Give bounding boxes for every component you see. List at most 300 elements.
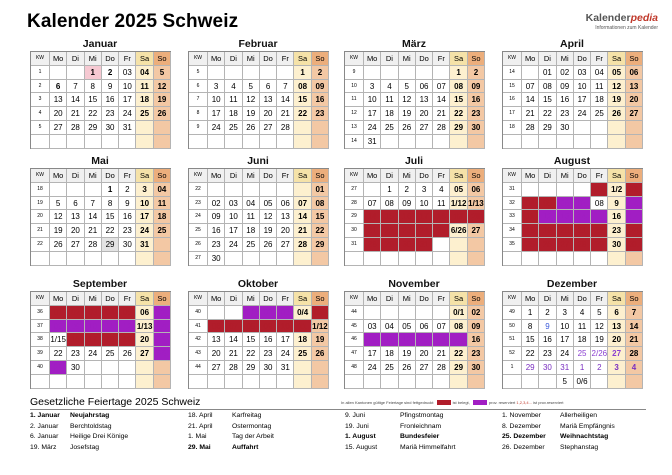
day-cell-sa[interactable]: 18	[294, 333, 311, 347]
day-cell-di[interactable]: 10	[225, 210, 242, 224]
day-cell-so[interactable]: 5	[154, 66, 171, 80]
day-cell-mi[interactable]: 25	[243, 238, 260, 252]
day-cell-fr[interactable]: 07	[433, 80, 450, 94]
day-cell-do[interactable]: 30	[102, 121, 119, 135]
day-cell-di[interactable]: 1	[381, 183, 398, 197]
day-cell-di[interactable]: 23	[539, 347, 556, 361]
day-cell-di[interactable]: 28	[225, 361, 242, 375]
day-cell-do[interactable]: 31	[416, 238, 433, 252]
day-cell-mo[interactable]: 31	[364, 135, 381, 149]
day-cell-mo[interactable]: 08	[50, 320, 67, 334]
day-cell-mo[interactable]: 24	[364, 121, 381, 135]
day-cell-mi[interactable]: 17	[85, 333, 102, 347]
day-cell-so[interactable]: 14	[626, 320, 643, 334]
day-cell-sa[interactable]: 1/15	[450, 333, 467, 347]
day-cell-fr[interactable]: 25	[433, 224, 450, 238]
day-cell-di[interactable]: 05	[539, 197, 556, 211]
day-cell-so[interactable]: 03	[626, 183, 643, 197]
day-cell-do[interactable]: 0/6	[574, 375, 591, 389]
day-cell-mo[interactable]: 30	[208, 252, 225, 266]
day-cell-fr[interactable]: 20	[277, 224, 294, 238]
day-cell-fr[interactable]: 22	[591, 224, 608, 238]
day-cell-sa[interactable]: 21	[294, 224, 311, 238]
day-cell-di[interactable]: 07	[225, 320, 242, 334]
day-cell-fr[interactable]: 05	[119, 306, 136, 320]
day-cell-mi[interactable]: 28	[85, 238, 102, 252]
day-cell-mi[interactable]: 23	[557, 107, 574, 121]
day-cell-fr[interactable]: 15	[591, 210, 608, 224]
day-cell-sa[interactable]: 20	[608, 333, 625, 347]
day-cell-di[interactable]: 27	[67, 238, 84, 252]
day-cell-do[interactable]: 06	[416, 80, 433, 94]
day-cell-sa[interactable]: 04	[136, 66, 153, 80]
day-cell-mo[interactable]: 8	[522, 320, 539, 334]
day-cell-di[interactable]: 25	[381, 361, 398, 375]
day-cell-mo[interactable]: 21	[364, 224, 381, 238]
day-cell-mo[interactable]: 26	[50, 238, 67, 252]
day-cell-mi[interactable]: 19	[399, 347, 416, 361]
day-cell-mo[interactable]: 16	[208, 224, 225, 238]
day-cell-do[interactable]: 03	[574, 66, 591, 80]
day-cell-mi[interactable]: 19	[243, 107, 260, 121]
day-cell-mi[interactable]: 15	[85, 93, 102, 107]
day-cell-sa[interactable]: 27	[136, 347, 153, 361]
day-cell-mi[interactable]: 14	[85, 210, 102, 224]
day-cell-so[interactable]: 16	[312, 93, 329, 107]
day-cell-so[interactable]: 4	[626, 361, 643, 375]
day-cell-mi[interactable]: 24	[85, 347, 102, 361]
day-cell-mo[interactable]: 20	[208, 347, 225, 361]
day-cell-do[interactable]: 1	[102, 183, 119, 197]
day-cell-sa[interactable]: 3	[136, 183, 153, 197]
day-cell-di[interactable]: 18	[225, 107, 242, 121]
day-cell-do[interactable]: 27	[416, 121, 433, 135]
day-cell-do[interactable]: 22	[102, 224, 119, 238]
day-cell-fr[interactable]: 4	[433, 183, 450, 197]
day-cell-do[interactable]: 18	[102, 333, 119, 347]
day-cell-do[interactable]: 12	[260, 210, 277, 224]
day-cell-so[interactable]: 28	[626, 347, 643, 361]
day-cell-di[interactable]: 9	[539, 320, 556, 334]
day-cell-mo[interactable]: 10	[364, 93, 381, 107]
day-cell-so[interactable]: 23	[468, 107, 485, 121]
day-cell-mi[interactable]: 01	[243, 306, 260, 320]
day-cell-di[interactable]: 26	[539, 238, 556, 252]
day-cell-di[interactable]: 22	[381, 224, 398, 238]
day-cell-mi[interactable]: 30	[399, 238, 416, 252]
day-cell-sa[interactable]: 12	[608, 80, 625, 94]
day-cell-mo[interactable]: 15	[522, 333, 539, 347]
day-cell-mo[interactable]: 14	[522, 93, 539, 107]
day-cell-sa[interactable]: 1/13	[136, 320, 153, 334]
day-cell-so[interactable]: 28	[154, 347, 171, 361]
day-cell-fr[interactable]: 28	[433, 121, 450, 135]
day-cell-mi[interactable]: 5	[243, 80, 260, 94]
day-cell-fr[interactable]: 17	[277, 333, 294, 347]
day-cell-mo[interactable]: 29	[50, 361, 67, 375]
day-cell-fr[interactable]: 9	[119, 197, 136, 211]
day-cell-mi[interactable]: 8	[85, 80, 102, 94]
day-cell-so[interactable]: 14	[154, 320, 171, 334]
day-cell-sa[interactable]: 1/12	[450, 197, 467, 211]
day-cell-do[interactable]: 16	[102, 93, 119, 107]
day-cell-di[interactable]: 01	[539, 66, 556, 80]
day-cell-fr[interactable]: 24	[277, 347, 294, 361]
day-cell-mo[interactable]: 6	[50, 80, 67, 94]
day-cell-mo[interactable]: 07	[364, 197, 381, 211]
brand-logo[interactable]	[586, 12, 658, 31]
day-cell-mo[interactable]: 27	[208, 361, 225, 375]
day-cell-fr[interactable]: 10	[119, 80, 136, 94]
day-cell-mo[interactable]: 19	[50, 224, 67, 238]
day-cell-mi[interactable]: 16	[557, 93, 574, 107]
day-cell-mi[interactable]: 7	[85, 197, 102, 211]
day-cell-so[interactable]: 2	[468, 66, 485, 80]
day-cell-di[interactable]: 21	[67, 107, 84, 121]
day-cell-do[interactable]: 18	[574, 333, 591, 347]
day-cell-sa[interactable]: 22	[450, 347, 467, 361]
day-cell-mi[interactable]: 24	[557, 347, 574, 361]
day-cell-di[interactable]: 14	[67, 93, 84, 107]
day-cell-so[interactable]: 27	[468, 224, 485, 238]
day-cell-di[interactable]: 09	[67, 320, 84, 334]
day-cell-fr[interactable]: 06	[277, 197, 294, 211]
day-cell-sa[interactable]: 0/4	[294, 306, 311, 320]
day-cell-di[interactable]: 16	[539, 333, 556, 347]
day-cell-sa[interactable]: 6/26	[450, 224, 467, 238]
day-cell-mi[interactable]: 12	[243, 93, 260, 107]
day-cell-so[interactable]: 26	[312, 347, 329, 361]
day-cell-di[interactable]: 28	[67, 121, 84, 135]
day-cell-mi[interactable]: 2	[399, 183, 416, 197]
day-cell-mi[interactable]: 05	[399, 320, 416, 334]
day-cell-mo[interactable]: 11	[522, 210, 539, 224]
day-cell-mi[interactable]: 09	[399, 197, 416, 211]
day-cell-sa[interactable]: 17	[136, 210, 153, 224]
day-cell-so[interactable]: 10	[626, 197, 643, 211]
day-cell-so[interactable]: 17	[626, 210, 643, 224]
day-cell-mi[interactable]: 19	[399, 107, 416, 121]
day-cell-mo[interactable]: 10	[364, 333, 381, 347]
day-cell-di[interactable]: 08	[381, 197, 398, 211]
day-cell-mi[interactable]: 29	[85, 121, 102, 135]
day-cell-fr[interactable]: 07	[433, 320, 450, 334]
day-cell-so[interactable]: 16	[468, 333, 485, 347]
day-cell-so[interactable]: 02	[468, 306, 485, 320]
day-cell-sa[interactable]: 29	[450, 121, 467, 135]
day-cell-do[interactable]: 16	[260, 333, 277, 347]
day-cell-so[interactable]: 31	[626, 238, 643, 252]
day-cell-mi[interactable]: 21	[85, 224, 102, 238]
day-cell-mi[interactable]: 06	[557, 197, 574, 211]
day-cell-so[interactable]: 19	[154, 93, 171, 107]
day-cell-so[interactable]: 06	[626, 66, 643, 80]
day-cell-fr[interactable]: 29	[591, 238, 608, 252]
day-cell-mi[interactable]: 15	[243, 333, 260, 347]
day-cell-mo[interactable]: 12	[50, 210, 67, 224]
day-cell-di[interactable]: 19	[539, 224, 556, 238]
day-cell-sa[interactable]: 20	[136, 333, 153, 347]
day-cell-do[interactable]: 14	[574, 210, 591, 224]
day-cell-do[interactable]: 4	[574, 306, 591, 320]
day-cell-mi[interactable]: 22	[243, 347, 260, 361]
day-cell-mi[interactable]: 17	[557, 333, 574, 347]
day-cell-so[interactable]: 08	[312, 197, 329, 211]
day-cell-so[interactable]: 26	[154, 107, 171, 121]
day-cell-fr[interactable]: 10	[277, 320, 294, 334]
day-cell-so[interactable]: 09	[468, 80, 485, 94]
day-cell-fr[interactable]: 18	[433, 210, 450, 224]
day-cell-do[interactable]: 05	[260, 197, 277, 211]
day-cell-so[interactable]: 2	[312, 66, 329, 80]
day-cell-fr[interactable]: 04	[591, 66, 608, 80]
day-cell-mi[interactable]: 26	[399, 121, 416, 135]
day-cell-di[interactable]: 11	[225, 93, 242, 107]
day-cell-do[interactable]: 3	[416, 183, 433, 197]
day-cell-mi[interactable]: 11	[243, 210, 260, 224]
day-cell-sa[interactable]: 25	[294, 347, 311, 361]
day-cell-mo[interactable]: 3	[208, 80, 225, 94]
day-cell-mi[interactable]: 09	[557, 80, 574, 94]
day-cell-mo[interactable]: 14	[364, 210, 381, 224]
day-cell-mo[interactable]: 21	[522, 107, 539, 121]
day-cell-mi[interactable]: 26	[399, 361, 416, 375]
day-cell-sa[interactable]: 1	[450, 66, 467, 80]
day-cell-sa[interactable]: 08	[294, 80, 311, 94]
day-cell-di[interactable]: 18	[381, 347, 398, 361]
day-cell-mi[interactable]: 03	[85, 306, 102, 320]
day-cell-fr[interactable]: 14	[433, 93, 450, 107]
day-cell-so[interactable]: 11	[154, 197, 171, 211]
day-cell-mo[interactable]: 07	[522, 80, 539, 94]
day-cell-di[interactable]: 25	[225, 121, 242, 135]
day-cell-mo[interactable]: 04	[522, 197, 539, 211]
day-cell-fr[interactable]: 27	[277, 238, 294, 252]
day-cell-sa[interactable]: 3	[608, 361, 625, 375]
day-cell-sa[interactable]: 11	[294, 320, 311, 334]
day-cell-mo[interactable]: 22	[522, 347, 539, 361]
day-cell-do[interactable]: 13	[416, 333, 433, 347]
day-cell-mo[interactable]: 25	[522, 238, 539, 252]
day-cell-do[interactable]: 23	[260, 347, 277, 361]
day-cell-di[interactable]: 29	[381, 238, 398, 252]
day-cell-mi[interactable]: 02	[557, 66, 574, 80]
day-cell-do[interactable]: 11	[102, 320, 119, 334]
day-cell-so[interactable]: 27	[626, 107, 643, 121]
day-cell-di[interactable]: 15	[381, 210, 398, 224]
day-cell-mo[interactable]: 17	[208, 107, 225, 121]
day-cell-so[interactable]: 22	[312, 224, 329, 238]
day-cell-mi[interactable]: 16	[399, 210, 416, 224]
day-cell-mi[interactable]: 29	[243, 361, 260, 375]
day-cell-mo[interactable]: 09	[208, 210, 225, 224]
day-cell-so[interactable]: 0/5	[312, 306, 329, 320]
day-cell-so[interactable]: 09	[312, 80, 329, 94]
day-cell-mo[interactable]: 28	[364, 238, 381, 252]
day-cell-do[interactable]: 04	[102, 306, 119, 320]
day-cell-mo[interactable]: 17	[364, 107, 381, 121]
day-cell-mo[interactable]: 03	[364, 320, 381, 334]
day-cell-mi[interactable]: 26	[243, 121, 260, 135]
day-cell-sa[interactable]: 6	[608, 306, 625, 320]
day-cell-fr[interactable]: 11	[591, 80, 608, 94]
day-cell-di[interactable]: 11	[381, 93, 398, 107]
day-cell-sa[interactable]: 31	[136, 238, 153, 252]
day-cell-do[interactable]: 24	[574, 107, 591, 121]
day-cell-do[interactable]: 19	[260, 224, 277, 238]
day-cell-di[interactable]: 23	[67, 347, 84, 361]
day-cell-fr[interactable]: 7	[277, 80, 294, 94]
day-cell-so[interactable]: 7	[626, 306, 643, 320]
day-cell-fr[interactable]: 19	[119, 333, 136, 347]
day-cell-sa[interactable]: 28	[294, 238, 311, 252]
day-cell-mi[interactable]: 20	[557, 224, 574, 238]
day-cell-di[interactable]: 4	[381, 80, 398, 94]
day-cell-mo[interactable]: 20	[50, 107, 67, 121]
day-cell-so[interactable]: 20	[468, 210, 485, 224]
day-cell-di[interactable]: 12	[539, 210, 556, 224]
day-cell-di[interactable]: 29	[539, 121, 556, 135]
day-cell-mi[interactable]: 04	[243, 197, 260, 211]
day-cell-so[interactable]: 1/12	[312, 320, 329, 334]
day-cell-sa[interactable]: 23	[608, 224, 625, 238]
day-cell-di[interactable]: 13	[67, 210, 84, 224]
day-cell-di[interactable]: 20	[67, 224, 84, 238]
day-cell-sa[interactable]: 22	[450, 107, 467, 121]
day-cell-do[interactable]: 23	[102, 107, 119, 121]
day-cell-do[interactable]: 8	[102, 197, 119, 211]
day-cell-do[interactable]: 29	[102, 238, 119, 252]
day-cell-sa[interactable]: 08	[450, 320, 467, 334]
day-cell-fr[interactable]: 01	[591, 183, 608, 197]
day-cell-fr[interactable]: 25	[591, 107, 608, 121]
day-cell-so[interactable]: 04	[154, 183, 171, 197]
day-cell-fr[interactable]: 12	[119, 320, 136, 334]
day-cell-di[interactable]: 21	[225, 347, 242, 361]
day-cell-fr[interactable]: 14	[277, 93, 294, 107]
day-cell-di[interactable]: 16	[67, 333, 84, 347]
day-cell-di[interactable]: 08	[539, 80, 556, 94]
day-cell-mo[interactable]: 5	[50, 197, 67, 211]
day-cell-do[interactable]: 13	[416, 93, 433, 107]
day-cell-sa[interactable]: 27	[608, 347, 625, 361]
day-cell-so[interactable]: 29	[312, 238, 329, 252]
day-cell-do[interactable]: 1	[574, 361, 591, 375]
day-cell-di[interactable]: 15	[539, 93, 556, 107]
day-cell-so[interactable]: 23	[312, 107, 329, 121]
day-cell-mi[interactable]: 5	[557, 375, 574, 389]
day-cell-so[interactable]: 12	[154, 80, 171, 94]
day-cell-di[interactable]: 02	[67, 306, 84, 320]
day-cell-mo[interactable]: 24	[208, 121, 225, 135]
day-cell-do[interactable]: 10	[574, 80, 591, 94]
day-cell-di[interactable]: 6	[67, 197, 84, 211]
day-cell-mo[interactable]: 13	[208, 333, 225, 347]
day-cell-do[interactable]: 15	[102, 210, 119, 224]
day-cell-di[interactable]: 03	[225, 197, 242, 211]
day-cell-fr[interactable]: 16	[119, 210, 136, 224]
day-cell-sa[interactable]: 14	[294, 210, 311, 224]
day-cell-fr[interactable]: 18	[591, 93, 608, 107]
day-cell-so[interactable]: 01	[312, 183, 329, 197]
day-cell-sa[interactable]: 08	[450, 80, 467, 94]
day-cell-so[interactable]: 13	[626, 80, 643, 94]
day-cell-so[interactable]: 21	[626, 333, 643, 347]
day-cell-sa[interactable]: 18	[136, 93, 153, 107]
day-cell-mo[interactable]: 28	[522, 121, 539, 135]
day-cell-mi[interactable]: 10	[557, 320, 574, 334]
day-cell-di[interactable]: 04	[381, 320, 398, 334]
day-cell-mo[interactable]: 18	[522, 224, 539, 238]
day-cell-sa[interactable]: 0/1	[450, 306, 467, 320]
day-cell-sa[interactable]: 9	[608, 197, 625, 211]
day-cell-sa[interactable]: 05	[450, 183, 467, 197]
day-cell-mo[interactable]: 29	[522, 361, 539, 375]
day-cell-mo[interactable]: 23	[208, 238, 225, 252]
day-cell-do[interactable]: 20	[416, 347, 433, 361]
day-cell-fr[interactable]: 24	[119, 107, 136, 121]
day-cell-fr[interactable]: 03	[277, 306, 294, 320]
day-cell-di[interactable]: 18	[381, 107, 398, 121]
day-cell-fr[interactable]: 14	[433, 333, 450, 347]
day-cell-fr[interactable]: 31	[277, 361, 294, 375]
day-cell-mi[interactable]: 12	[399, 93, 416, 107]
day-cell-mo[interactable]: 06	[208, 320, 225, 334]
day-cell-so[interactable]: 24	[626, 224, 643, 238]
day-cell-di[interactable]: 30	[67, 361, 84, 375]
day-cell-sa[interactable]: 29	[450, 361, 467, 375]
day-cell-sa[interactable]: 05	[608, 66, 625, 80]
day-cell-mo[interactable]: 02	[208, 197, 225, 211]
day-cell-so[interactable]: 20	[626, 93, 643, 107]
day-cell-mi[interactable]: 12	[399, 333, 416, 347]
day-cell-do[interactable]: 02	[260, 306, 277, 320]
day-cell-fr[interactable]: 2/26	[591, 347, 608, 361]
day-cell-di[interactable]: 22	[539, 107, 556, 121]
day-cell-mi[interactable]: 18	[243, 224, 260, 238]
day-cell-mi[interactable]: 23	[399, 224, 416, 238]
day-cell-mo[interactable]: 01	[50, 306, 67, 320]
day-cell-so[interactable]: 25	[154, 224, 171, 238]
day-cell-fr[interactable]: 08	[591, 197, 608, 211]
day-cell-so[interactable]: 1/13	[468, 197, 485, 211]
day-cell-mo[interactable]: 10	[208, 93, 225, 107]
day-cell-so[interactable]: 18	[154, 210, 171, 224]
day-cell-sa[interactable]: 11	[136, 80, 153, 94]
day-cell-fr[interactable]: 28	[433, 361, 450, 375]
day-cell-do[interactable]: 17	[416, 210, 433, 224]
day-cell-do[interactable]: 11	[574, 320, 591, 334]
day-cell-di[interactable]: 7	[67, 80, 84, 94]
day-cell-fr[interactable]: 03	[119, 66, 136, 80]
day-cell-do[interactable]: 21	[574, 224, 591, 238]
day-cell-mi[interactable]: 1	[85, 66, 102, 80]
day-cell-do[interactable]: 10	[416, 197, 433, 211]
day-cell-sa[interactable]: 25	[136, 107, 153, 121]
day-cell-fr[interactable]: 17	[119, 93, 136, 107]
day-cell-fr[interactable]: 13	[277, 210, 294, 224]
day-cell-so[interactable]: 07	[154, 306, 171, 320]
day-cell-sa[interactable]: 06	[136, 306, 153, 320]
day-cell-mi[interactable]: 31	[557, 361, 574, 375]
day-cell-do[interactable]: 28	[574, 238, 591, 252]
day-cell-mo[interactable]: 1/15	[50, 333, 67, 347]
day-cell-sa[interactable]: 26	[608, 107, 625, 121]
day-cell-di[interactable]: 25	[381, 121, 398, 135]
day-cell-mo[interactable]: 22	[50, 347, 67, 361]
day-cell-di[interactable]: 30	[539, 361, 556, 375]
day-cell-fr[interactable]: 12	[591, 320, 608, 334]
